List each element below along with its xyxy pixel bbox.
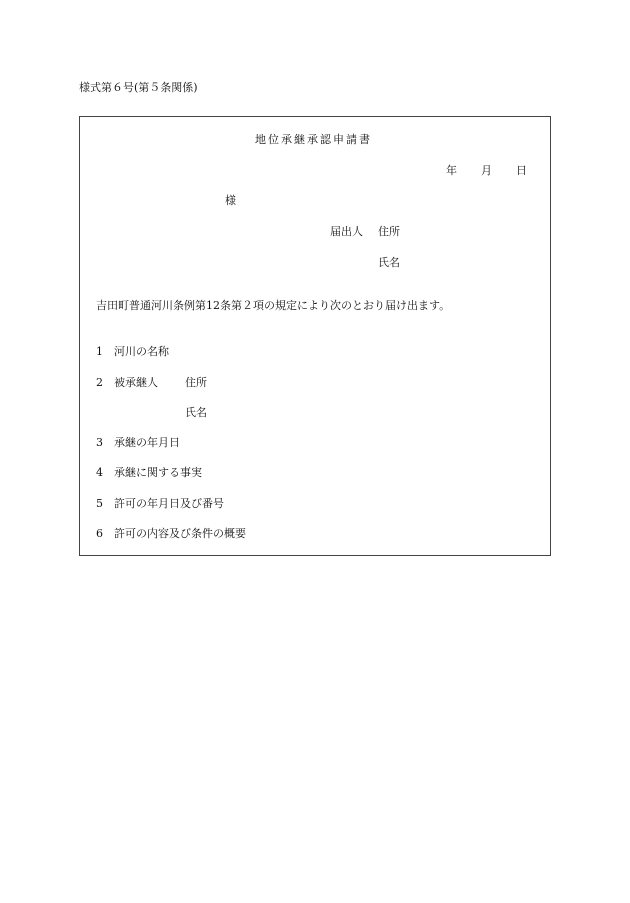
document-title: 地位承継承認申請書	[255, 133, 372, 146]
item-2-name-label: 氏名	[185, 406, 207, 419]
item-6-number: 6	[96, 527, 103, 540]
item-2-number: 2	[96, 376, 103, 389]
item-3-number: 3	[96, 436, 103, 449]
item-4-number: 4	[96, 466, 103, 479]
addressee-suffix: 様	[225, 194, 236, 207]
item-2-label: 被承継人	[114, 376, 158, 389]
form-number: 様式第６号(第５条関係)	[79, 81, 198, 94]
applicant-name-label: 氏名	[378, 256, 400, 269]
item-3-label: 承継の年月日	[114, 436, 180, 449]
date-day: 日	[516, 164, 527, 177]
date-year: 年	[446, 164, 457, 177]
applicant-address-label: 住所	[378, 225, 400, 238]
applicant-label: 届出人	[330, 225, 363, 238]
form-box	[79, 116, 551, 556]
date-month: 月	[481, 164, 492, 177]
item-6-label: 許可の内容及び条件の概要	[114, 527, 246, 540]
item-1-label: 河川の名称	[114, 345, 169, 358]
item-5-number: 5	[96, 497, 103, 510]
item-5-label: 許可の年月日及び番号	[114, 497, 224, 510]
item-2-address-label: 住所	[185, 376, 207, 389]
item-4-label: 承継に関する事実	[114, 466, 202, 479]
statement: 吉田町普通河川条例第12条第２項の規定により次のとおり届け出ます。	[96, 299, 451, 312]
item-1-number: 1	[96, 345, 103, 358]
